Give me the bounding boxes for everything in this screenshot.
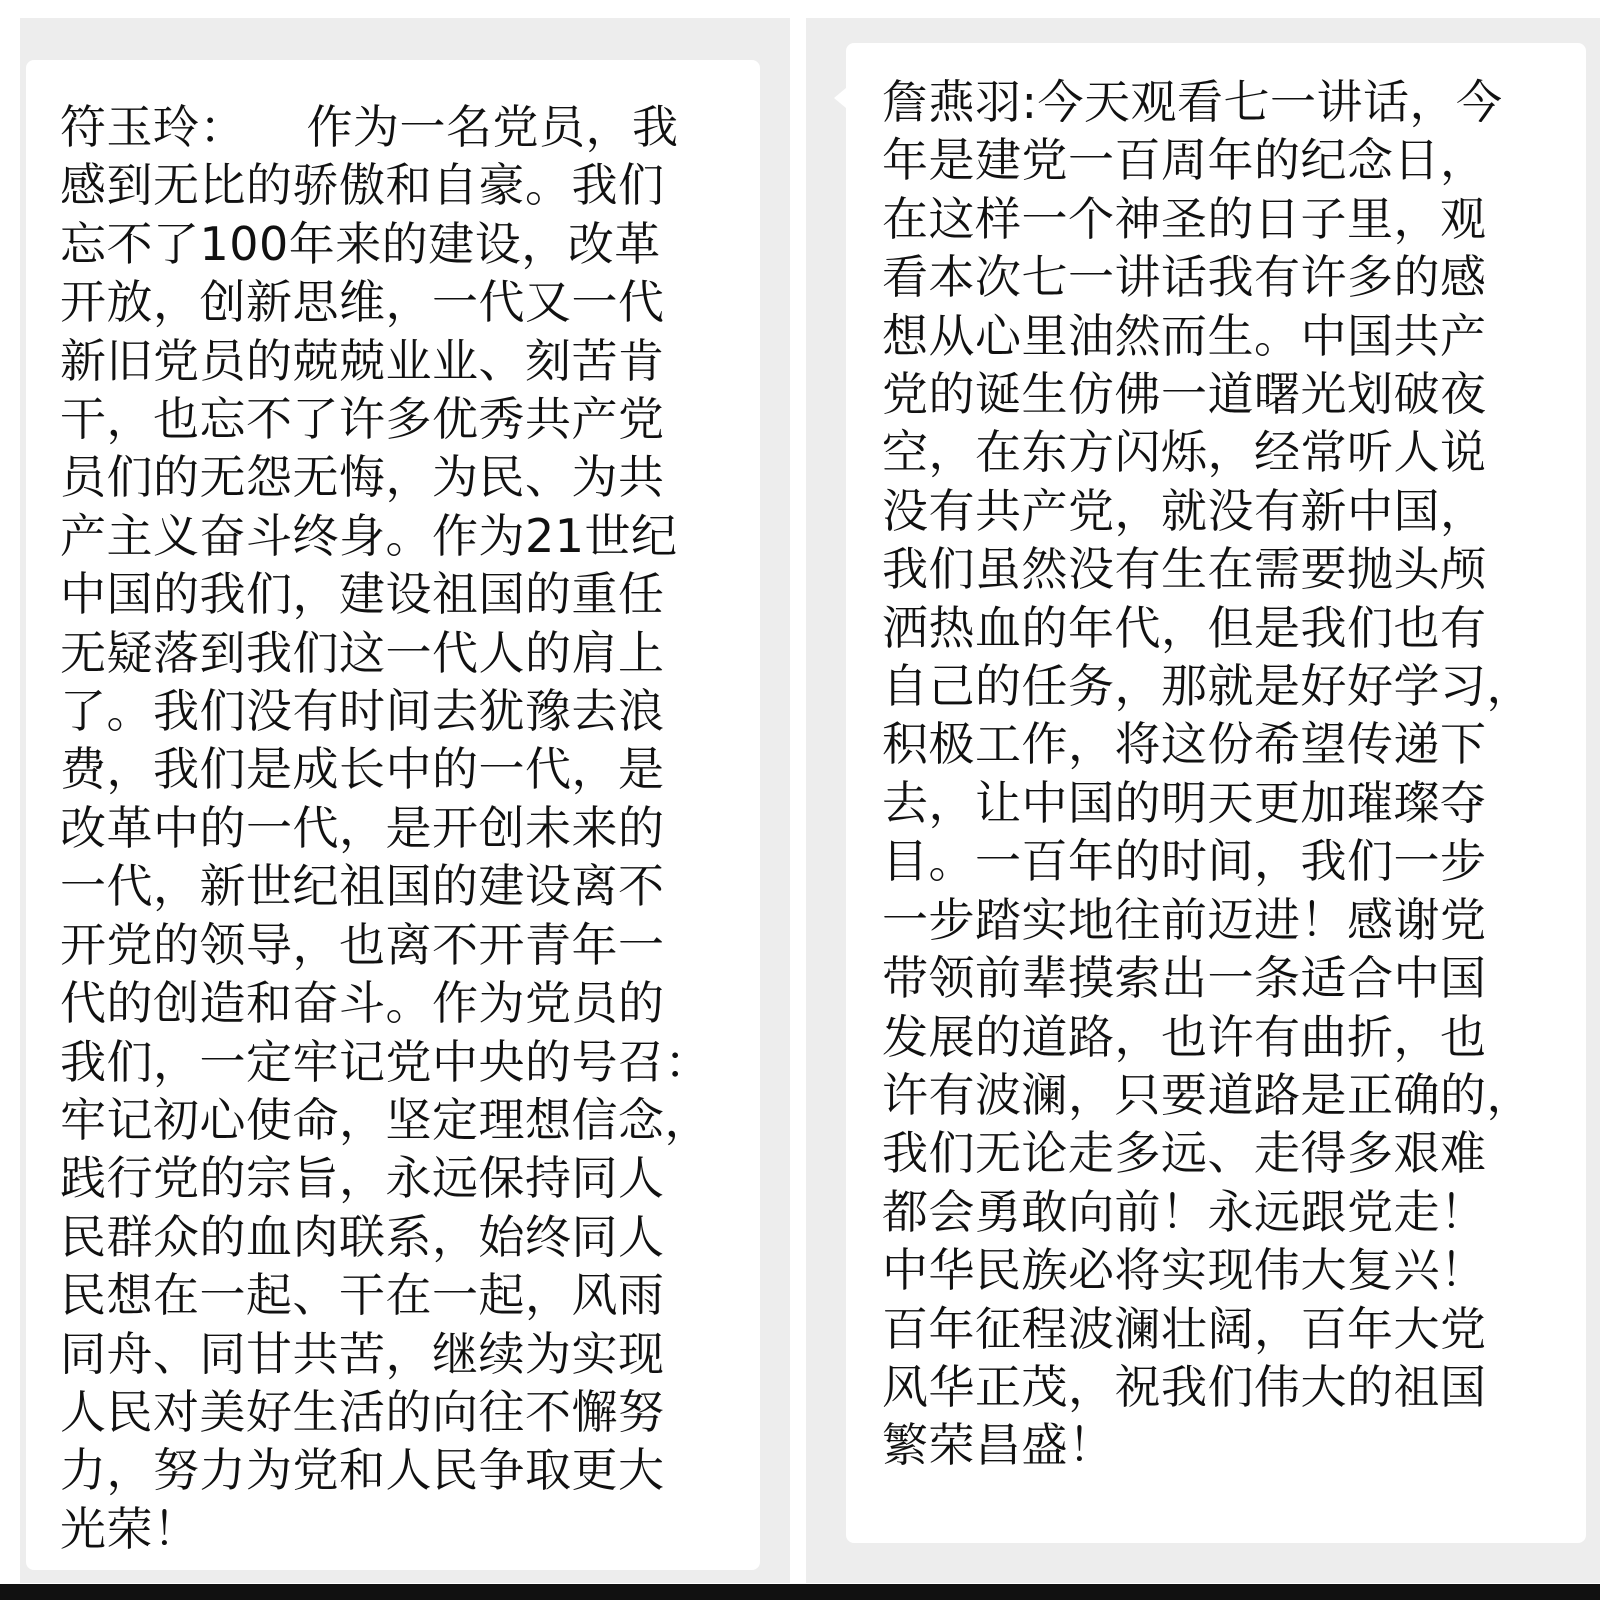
message-line: 践行党的宗旨，永远保持同人 [60,1151,665,1206]
message-line: 党的诞生仿佛一道曙光划破夜 [882,367,1487,422]
message-line: 繁荣昌盛！ [882,1418,1115,1473]
message-line: 符玉玲： 作为一名党员，我 [60,100,679,154]
message-line: 开党的领导，也离不开青年一 [60,917,665,972]
message-line: 费，我们是成长中的一代，是 [60,742,665,797]
message-line: 民想在一起、干在一起，风雨 [60,1268,665,1323]
message-line: 代的创造和奋斗。作为党员的 [60,976,665,1031]
message-line: 风华正茂，祝我们伟大的祖国 [882,1359,1487,1414]
message-line: 目。一百年的时间，我们一步 [882,834,1487,889]
message-line: 干，也忘不了许多优秀共产党 [60,392,665,447]
message-line: 带领前辈摸索出一条适合中国 [882,951,1487,1006]
message-line: 都会勇敢向前！永远跟党走！ [882,1184,1487,1239]
message-line: 空，在东方闪烁，经常听人说 [882,425,1487,480]
message-line: 新旧党员的兢兢业业、刻苦肯 [60,333,665,388]
message-line: 了。我们没有时间去犹豫去浪 [60,684,665,739]
message-line: 看本次七一讲话我有许多的感 [882,250,1487,305]
message-line: 员们的无怨无悔，为民、为共 [60,450,665,505]
message-line: 年是建党一百周年的纪念日， [882,133,1487,188]
message-line: 感到无比的骄傲和自豪。我们 [60,158,665,213]
message-line: 百年征程波澜壮阔，百年大党 [882,1301,1487,1356]
bubble-tail [834,88,846,108]
message-line: 中华民族必将实现伟大复兴！ [882,1243,1487,1298]
chat-panel-left [20,18,790,1583]
message-line: 去，让中国的明天更加璀璨夺 [882,775,1487,830]
message-line: 一步踏实地往前迈进！感谢党 [882,892,1487,947]
message-line: 我们无论走多远、走得多艰难 [882,1126,1487,1181]
message-line: 人民对美好生活的向往不懈努 [60,1384,665,1439]
message-line: 积极工作，将这份希望传递下 [882,717,1487,772]
message-line: 想从心里油然而生。中国共产 [882,308,1487,363]
message-line: 无疑落到我们这一代人的肩上 [60,625,665,680]
message-line: 民群众的血肉联系，始终同人 [60,1209,665,1264]
message-bubble-right[interactable] [846,43,1586,1543]
message-line: 力，努力为党和人民争取更大 [60,1443,665,1498]
message-line: 我们，一定牢记党中央的号召： [60,1034,711,1089]
message-text-left [60,98,726,1558]
message-line: 没有共产党，就没有新中国， [882,483,1487,538]
message-line: 中国的我们，建设祖国的重任 [60,567,665,622]
chat-panel-right [806,18,1600,1583]
message-text-right [882,73,1562,1475]
message-line: 光荣！ [60,1501,200,1556]
message-line: 一代，新世纪祖国的建设离不 [60,859,665,914]
message-line: 在这样一个神圣的日子里，观 [882,191,1487,246]
message-line: 詹燕羽:今天观看七一讲话，今 [882,75,1503,129]
message-line: 开放，创新思维，一代又一代 [60,275,665,330]
message-line: 改革中的一代，是开创未来的 [60,800,665,855]
message-line: 许有波澜，只要道路是正确的， [882,1067,1533,1122]
message-line: 我们虽然没有生在需要抛头颅 [882,542,1487,597]
message-line: 发展的道路，也许有曲折，也 [882,1009,1487,1064]
message-line: 产主义奋斗终身。作为21世纪 [60,508,678,563]
message-line: 牢记初心使命，坚定理想信念， [60,1092,711,1147]
message-line: 洒热血的年代，但是我们也有 [882,600,1487,655]
bottom-bar [0,1584,1600,1600]
message-line: 同舟、同甘共苦，继续为实现 [60,1326,665,1381]
message-bubble-left[interactable] [26,60,760,1570]
message-line: 自己的任务，那就是好好学习， [882,659,1533,714]
message-line: 忘不了100年来的建设，改革 [60,216,661,271]
